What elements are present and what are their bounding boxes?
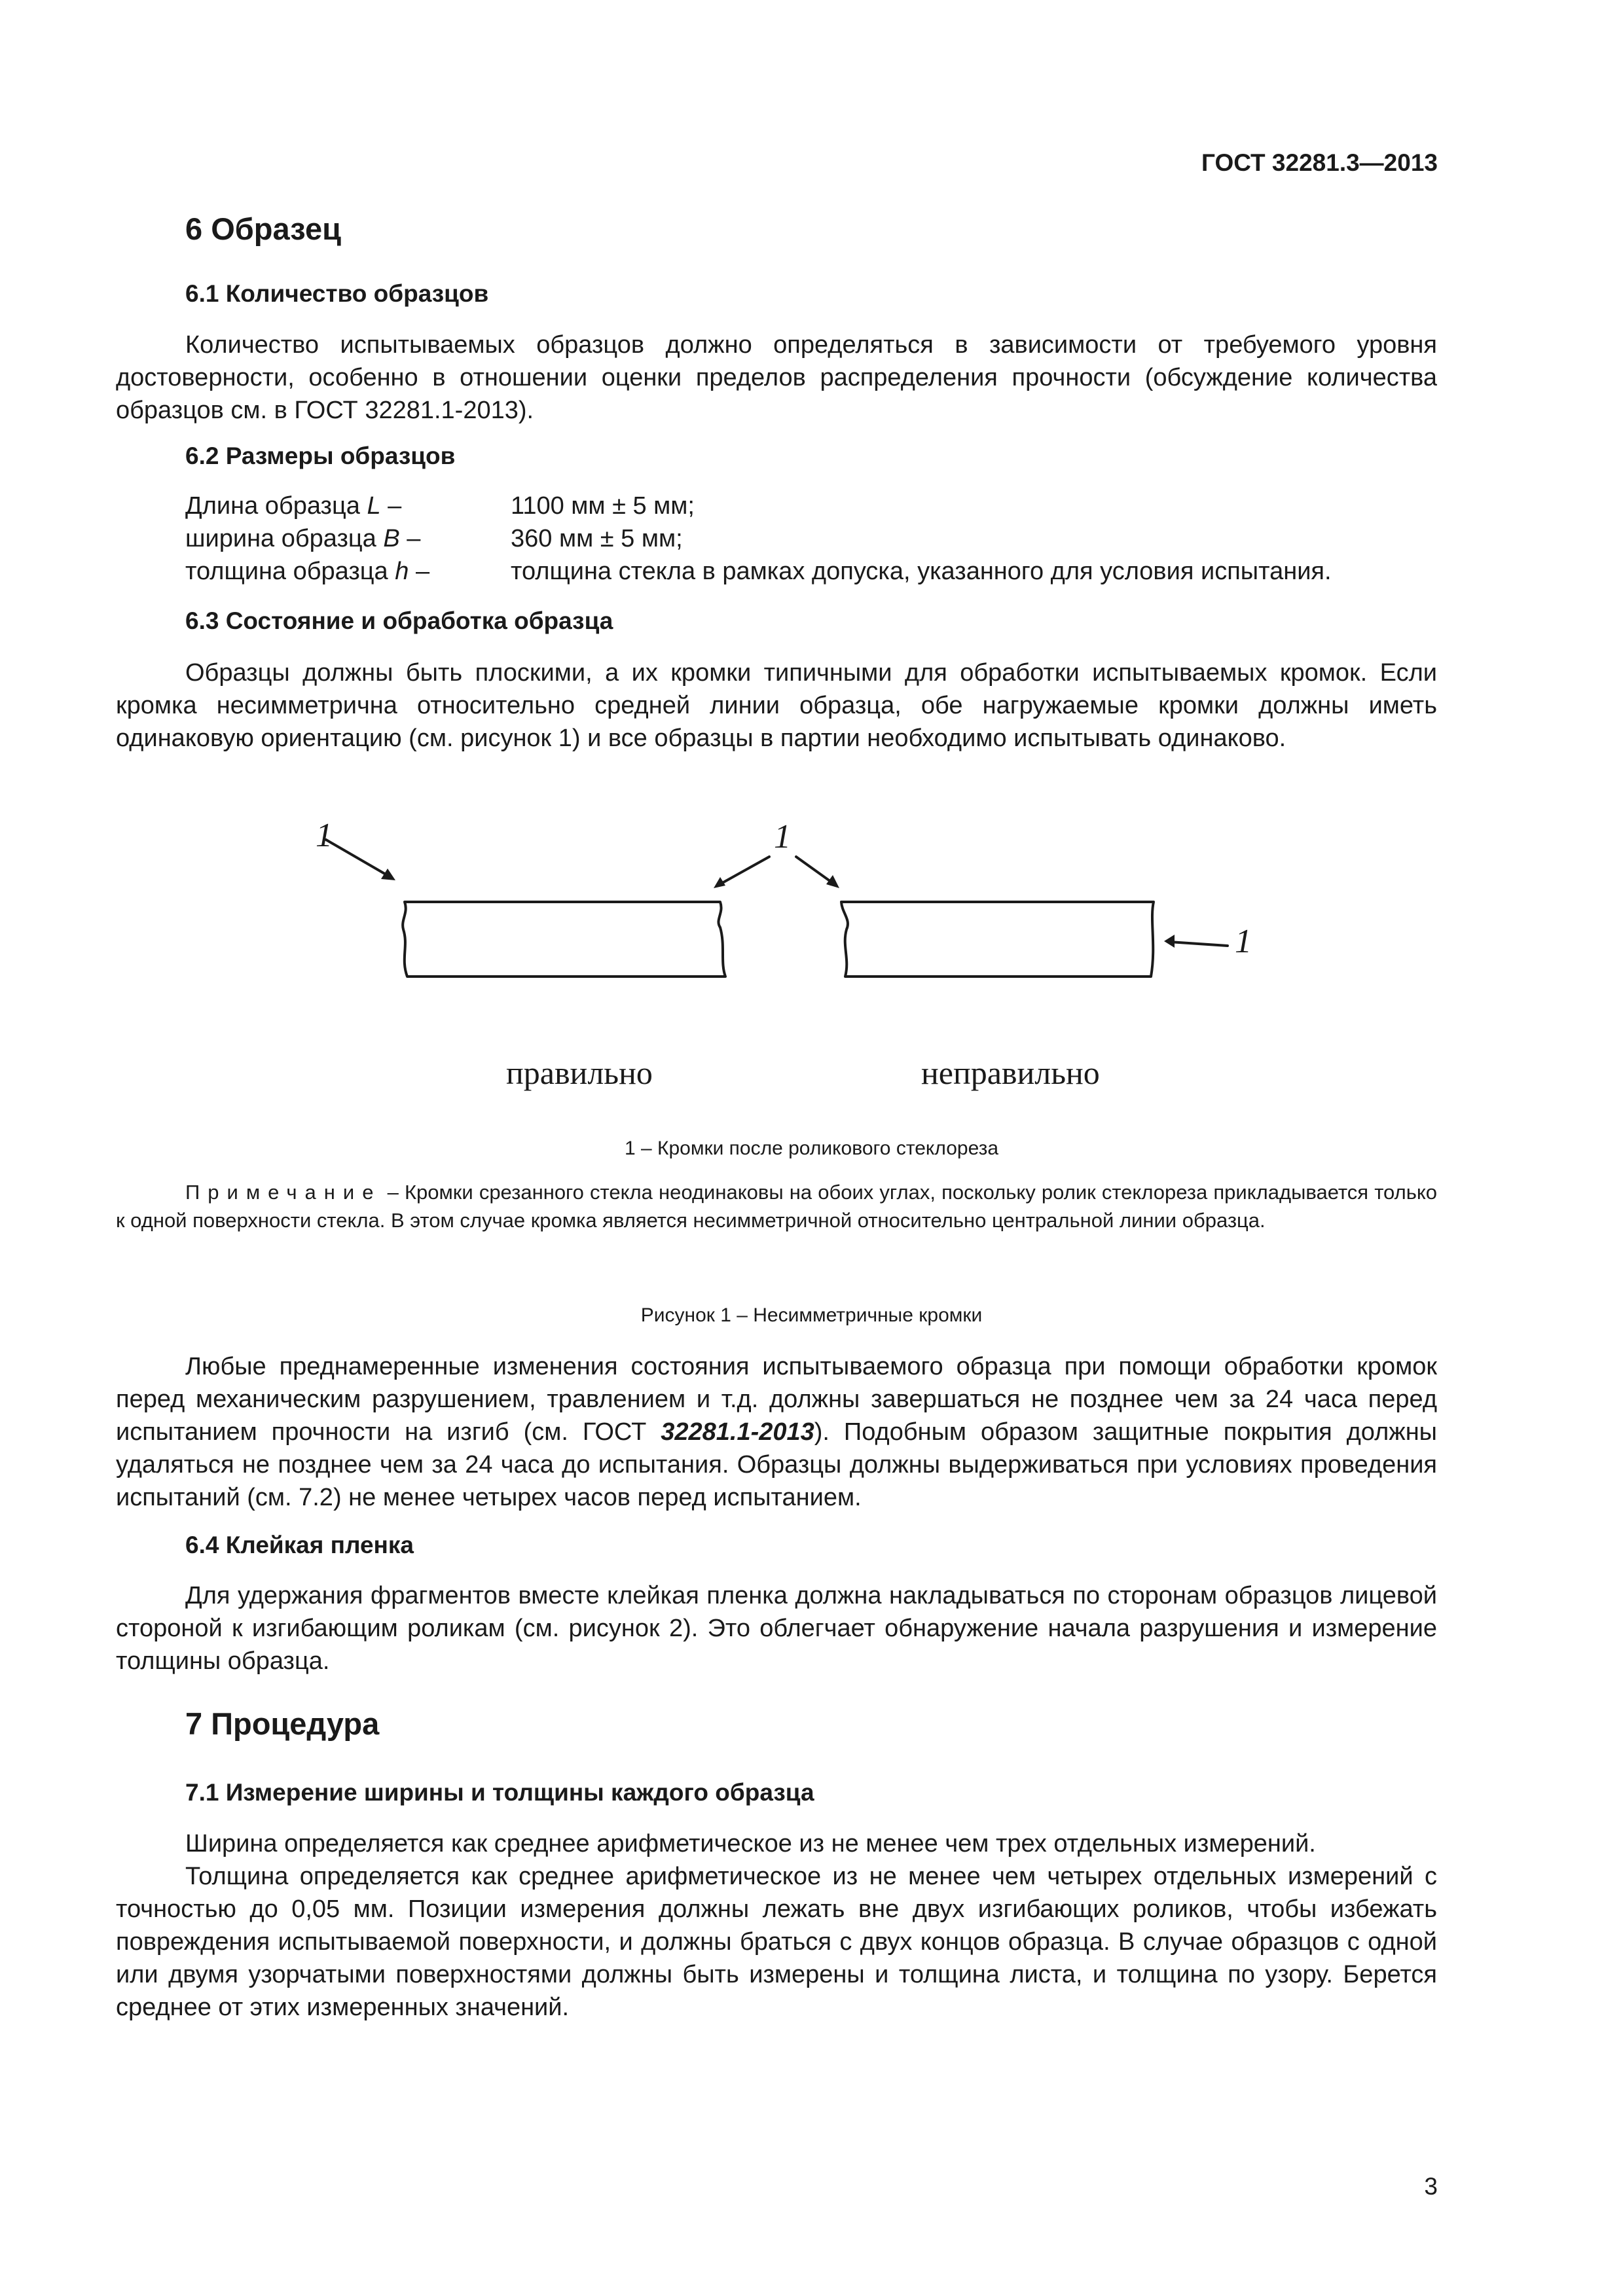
paragraph: Для удержания фрагментов вместе клейкая пленка должна накладываться по сторонам образцов лицевой стороной к изгибающим роликам (см. рисунок 2). Это облегчает обнаружение начала разрушения и измерение толщины образца. — [116, 1582, 1437, 1675]
dimension-label: толщина образца h – — [185, 558, 430, 585]
arrow-right — [1169, 942, 1228, 946]
page-number: 3 — [1424, 2173, 1438, 2200]
figure-marker-middle: 1 — [774, 818, 791, 855]
section-6-title: 6 Образец — [185, 211, 341, 246]
dimension-value: 1100 мм ± 5 мм; — [511, 492, 695, 520]
dimension-label: ширина образца B – — [185, 525, 421, 552]
section-6-1-text — [116, 329, 1437, 427]
paragraph: Любые преднамеренные изменения состояния испытываемого образца при помощи обработки кромок перед механическим разрушением, травлением и т.д. должны завершаться не позднее чем за 24 часа перед испытанием прочности на изгиб (см. ГОСТ 32281.1-2013). Подобным образом защитные покрытия должны удаляться не позднее чем за 24 часа до испытания. Образцы должны выдерживаться при условиях проведения испытаний (см. 7.2) не менее четырех часов перед испытанием. — [116, 1353, 1437, 1511]
paragraph: Ширина определяется как среднее арифметическое из не менее чем трех отдельных измерений. — [185, 1830, 1316, 1857]
section-6-4-title: 6.4 Клейкая пленка — [185, 1532, 414, 1558]
figure-1-diagram — [288, 815, 1303, 1103]
document-code: ГОСТ 32281.3—2013 — [1201, 149, 1438, 176]
standard-reference: 32281.1-2013 — [661, 1418, 814, 1446]
dimension-value: толщина стекла в рамках допуска, указанного для условия испытания. — [511, 558, 1332, 585]
section-6-1-title: 6.1 Количество образцов — [185, 280, 489, 307]
section-6-2-title: 6.2 Размеры образцов — [185, 442, 456, 469]
paragraph: Количество испытываемых образцов должно определяться в зависимости от требуемого уровня достоверности, особенно в отношении оценки пределов распределения прочности (обсуждение количества образцов см. в ГОСТ 32281.1-2013). — [116, 331, 1437, 424]
label-correct: правильно — [506, 1054, 653, 1091]
dimension-value: 360 мм ± 5 мм; — [511, 525, 683, 552]
section-7-1-title: 7.1 Измерение ширины и толщины каждого образца — [185, 1779, 814, 1806]
note-label: Примечание — [185, 1181, 382, 1204]
figure-legend: 1 – Кромки после роликового стеклореза — [624, 1138, 999, 1159]
note-text: – Кромки срезанного стекла неодинаковы на обоих углах, поскольку ролик стеклореза прикладывается только к одной поверхности стекла. В этом случае кромка является несимметричной относительно центральной линии образца. — [116, 1181, 1437, 1232]
dimension-row-thickness — [185, 555, 1332, 588]
section-7-title: 7 Процедура — [185, 1706, 380, 1741]
section-6-4-text — [116, 1579, 1437, 1677]
dimension-row-length — [185, 490, 1332, 522]
section-6-3-text-2 — [116, 1350, 1437, 1514]
figure-note — [116, 1178, 1437, 1234]
paragraph: Образцы должны быть плоскими, а их кромки типичными для обработки испытываемых кромок. Если кромка несимметрична относительно средней линии образца, обе нагружаемые кромки должны иметь одинаковую ориентацию (см. рисунок 1) и все образцы в партии необходимо испытывать одинаково. — [116, 659, 1437, 752]
paragraph: Толщина определяется как среднее арифметическое из не менее чем четырех отдельных измерений с точностью до 0,05 мм. Позиции измерения должны лежать вне двух изгибающих роликов, чтобы избежать повреждения испытываемой поверхности, и должны браться с двух концов образца. В случае образцов с одной или двумя узорчатыми поверхностями должны быть измерены и толщина листа, и толщина по узору. Берется среднее от этих измеренных значений. — [116, 1863, 1437, 2021]
figure-marker-right: 1 — [1235, 923, 1252, 960]
arrow-middle — [718, 857, 769, 886]
label-incorrect: неправильно — [921, 1054, 1100, 1091]
figure-marker-left: 1 — [316, 817, 333, 854]
section-6-3-text — [116, 656, 1437, 755]
figure-caption: Рисунок 1 – Несимметричные кромки — [640, 1304, 983, 1326]
arrow-left — [326, 840, 392, 878]
dimension-label: Длина образца L – — [185, 492, 402, 520]
specimen-incorrect — [841, 902, 1154, 977]
section-7-1-text — [116, 1827, 1437, 2024]
specimen-correct — [403, 902, 725, 977]
dimension-row-width — [185, 522, 1332, 555]
dimensions-list — [185, 490, 1332, 588]
section-6-3-title: 6.3 Состояние и обработка образца — [185, 607, 613, 634]
